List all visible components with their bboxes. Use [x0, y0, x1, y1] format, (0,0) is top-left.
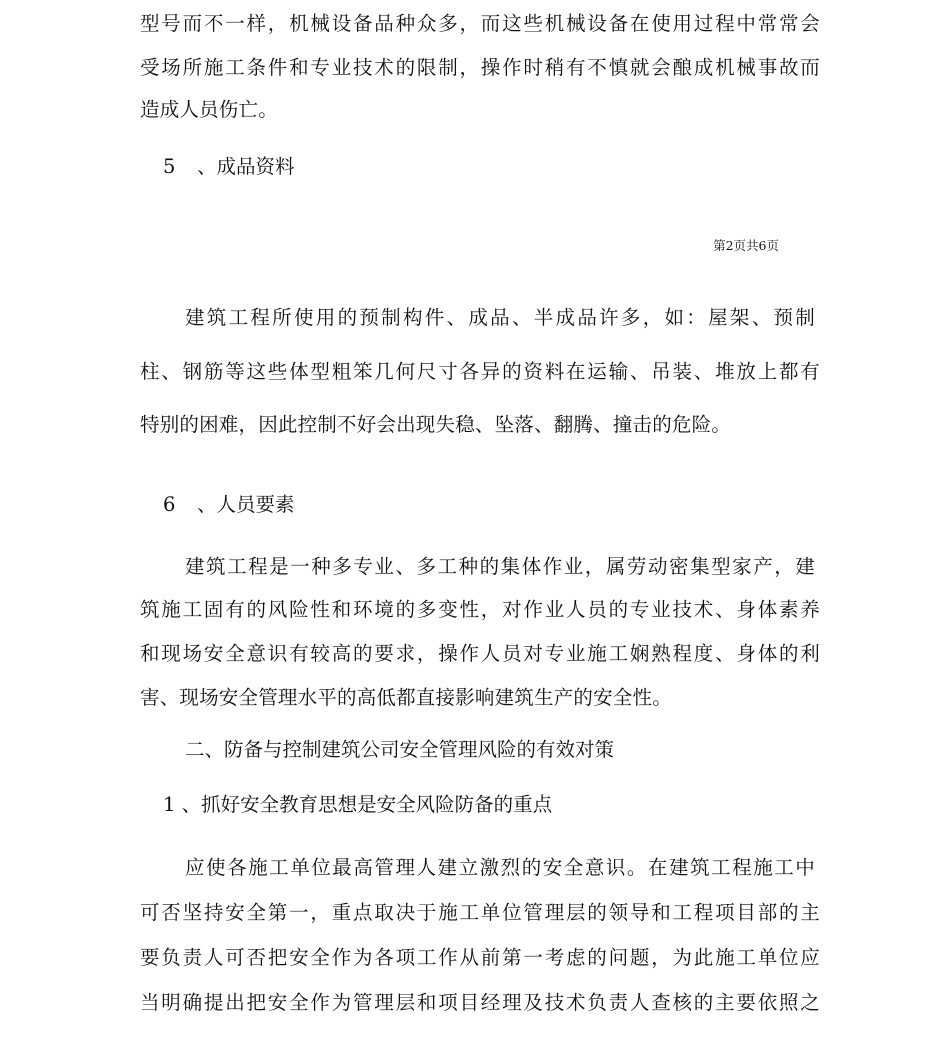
- page-footer: 第2页共6页: [713, 238, 779, 253]
- section-heading: 、成品资料: [197, 155, 295, 178]
- paragraph-line: 当明确提出把安全作为管理层和项目经理及技术负责人查核的主要依照之: [140, 991, 820, 1014]
- paragraph-line: 建筑工程所使用的预制构件、成品、半成品许多，如：屋架、预制: [185, 306, 815, 329]
- paragraph-line: 造成人员伤亡。: [140, 98, 278, 121]
- paragraph-line: 柱、钢筋等这些体型粗笨几何尺寸各异的资料在运输、吊装、堆放上都有: [140, 360, 820, 383]
- section-heading: 、人员要素: [197, 493, 295, 516]
- paragraph-line: 型号而不一样，机械设备品种众多，而这些机械设备在使用过程中常常会: [140, 12, 820, 35]
- paragraph-line: 受场所施工条件和专业技术的限制，操作时稍有不慎就会酿成机械事故而: [140, 56, 820, 79]
- paragraph-line: 应使各施工单位最高管理人建立激烈的安全意识。在建筑工程施工中: [185, 856, 815, 879]
- paragraph-line: 和现场安全意识有较高的要求，操作人员对专业施工娴熟程度、身体的利: [140, 642, 820, 665]
- paragraph-line: 筑施工固有的风险性和环境的多变性，对作业人员的专业技术、身体素养: [140, 598, 820, 621]
- subsection-heading: 1 、抓好安全教育思想是安全风险防备的重点: [163, 793, 553, 816]
- part-heading: 二、防备与控制建筑公司安全管理风险的有效对策: [185, 738, 615, 761]
- section-number: 5: [163, 155, 176, 178]
- section-number: 6: [163, 493, 176, 516]
- paragraph-line: 特别的困难，因此控制不好会出现失稳、坠落、翻腾、撞击的危险。: [140, 413, 732, 436]
- paragraph-line: 可否坚持安全第一，重点取决于施工单位管理层的领导和工程项目部的主: [140, 901, 820, 924]
- paragraph-line: 害、现场安全管理水平的高低都直接影响建筑生产的安全性。: [140, 686, 672, 709]
- paragraph-line: 建筑工程是一种多专业、多工种的集体作业，属劳动密集型家产，建: [185, 555, 815, 578]
- paragraph-line: 要负责人可否把安全作为各项工作从前第一考虑的问题，为此施工单位应: [140, 946, 820, 969]
